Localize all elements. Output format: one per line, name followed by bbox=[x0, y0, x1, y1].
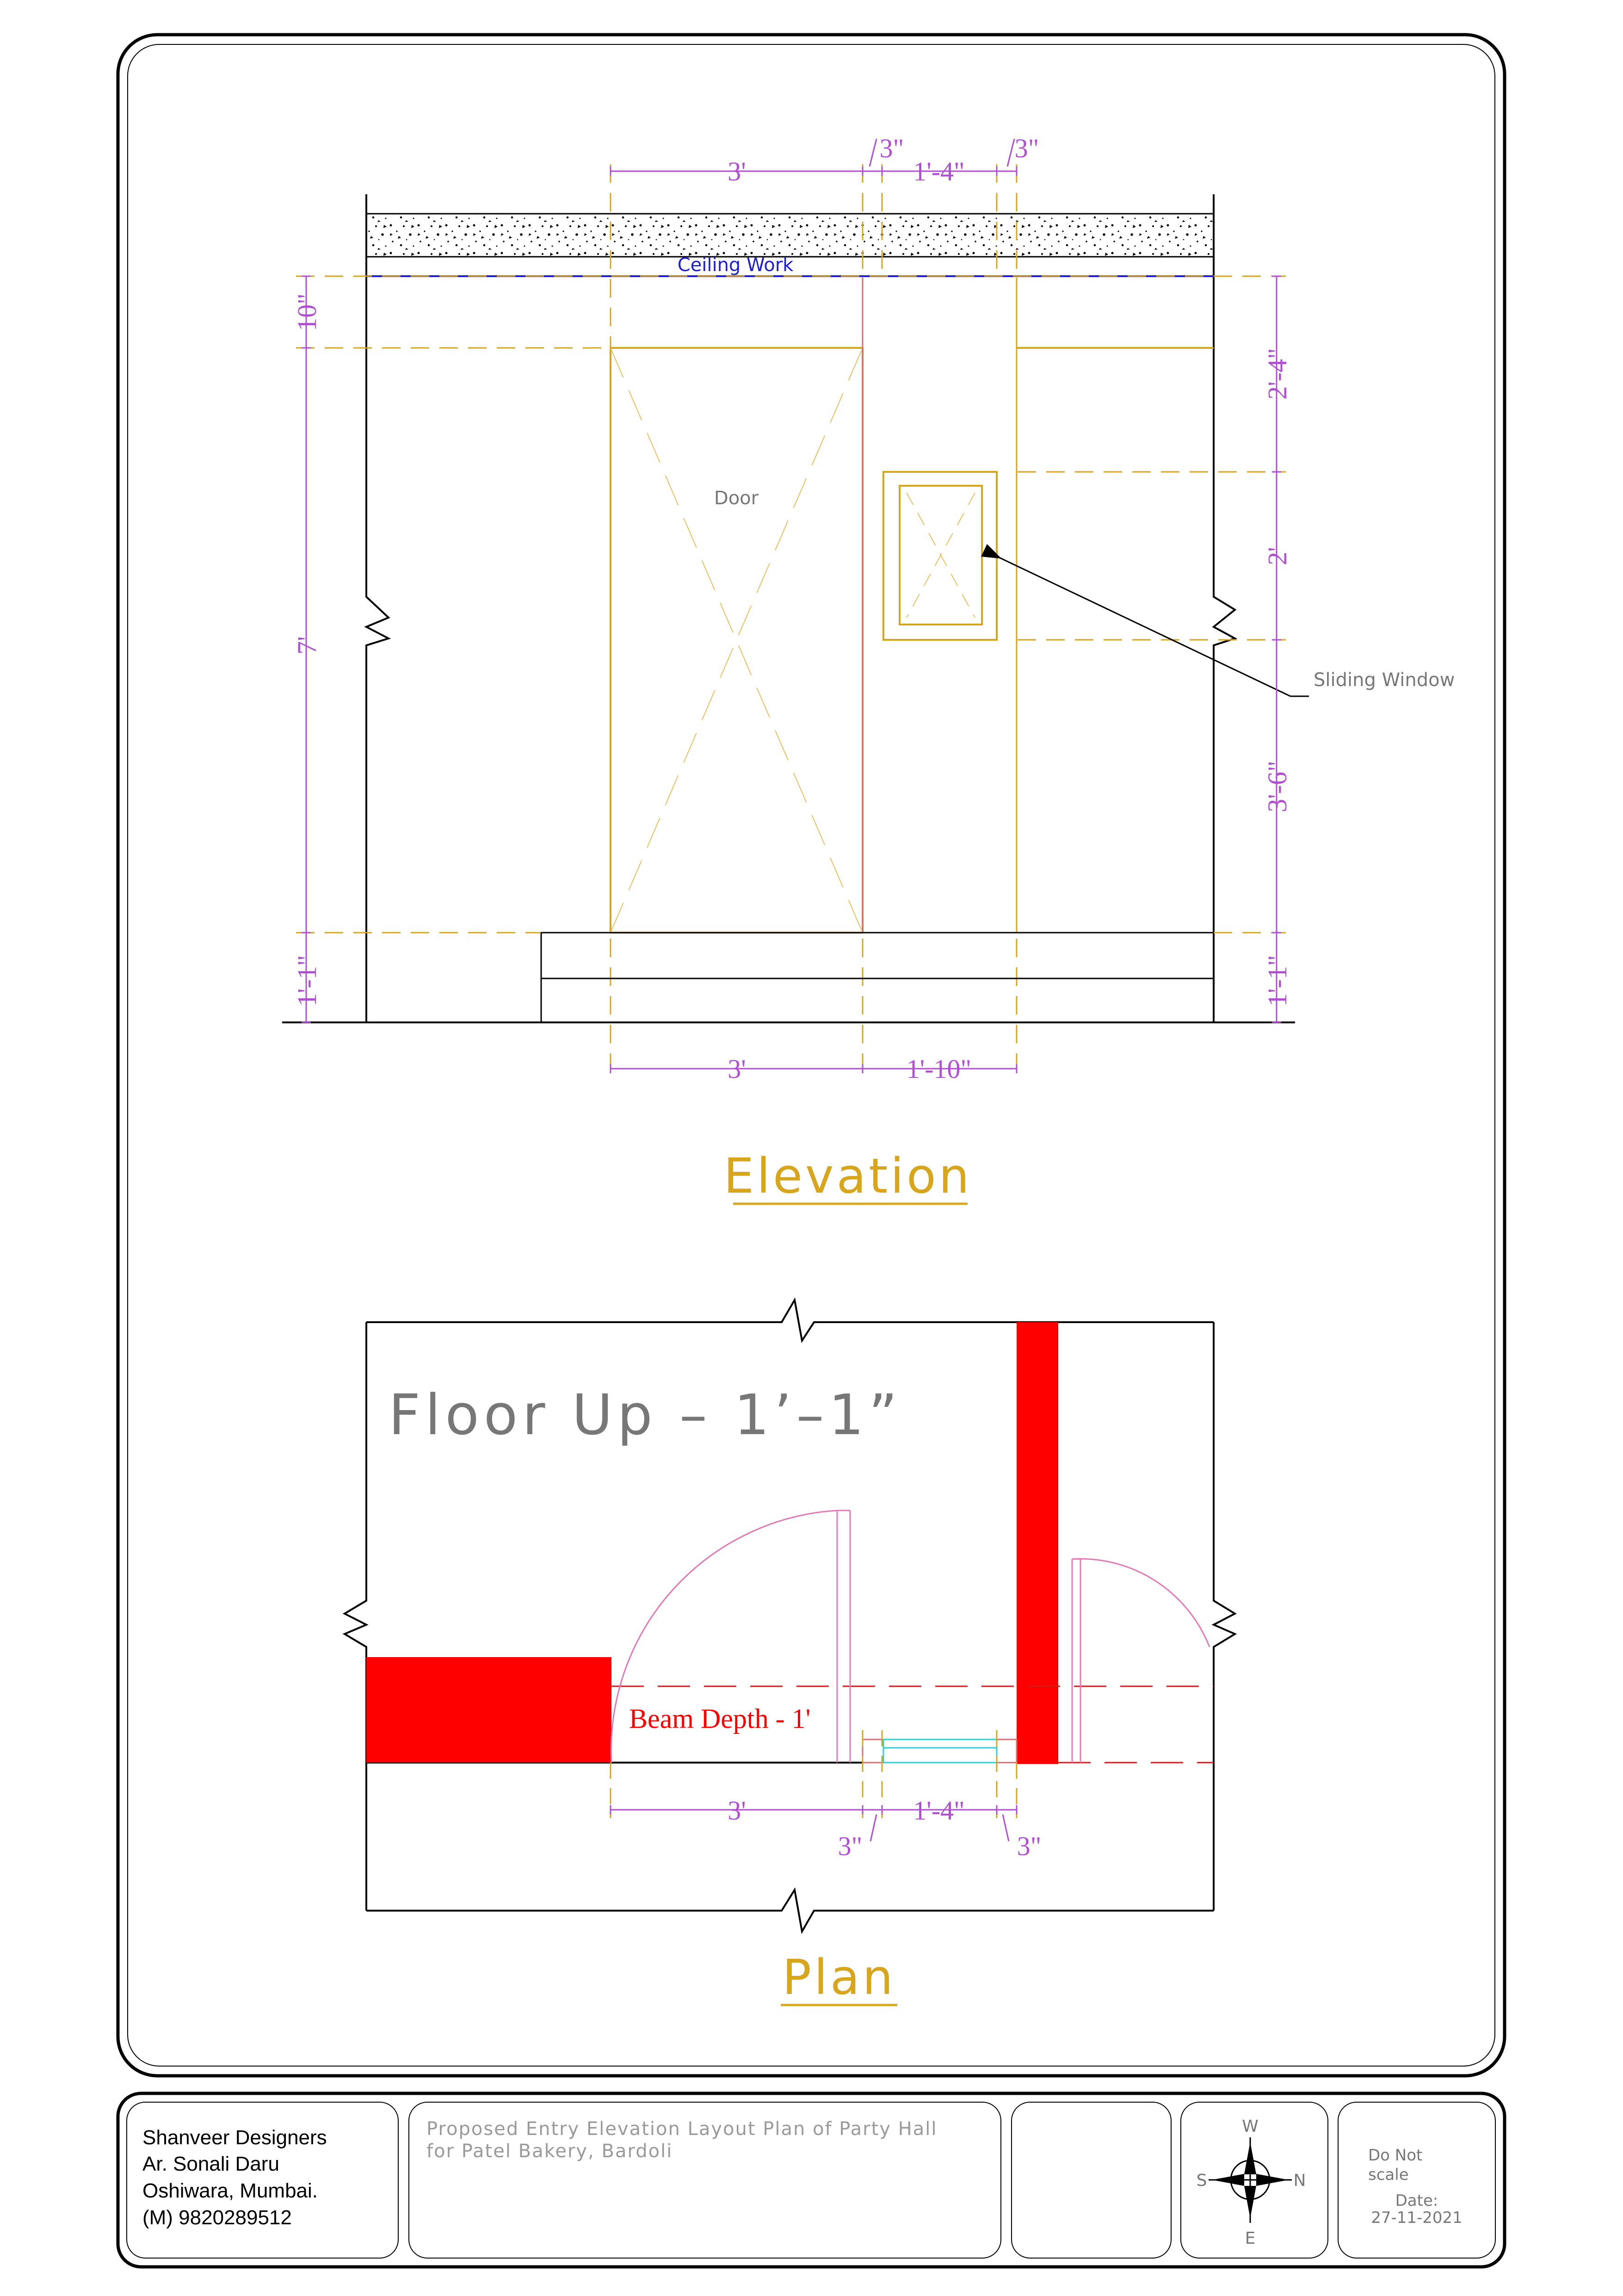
project-title-line-2: for Patel Bakery, Bardoli bbox=[426, 2141, 673, 2162]
compass-s: S bbox=[1196, 2171, 1207, 2190]
dim-bottom-door: 3' bbox=[728, 1054, 746, 1084]
door-label: Door bbox=[714, 488, 759, 509]
dim-left-ceiling: 10" bbox=[292, 293, 322, 331]
sliding-window bbox=[883, 472, 997, 640]
designer-name: Shanveer Designers bbox=[142, 2126, 327, 2149]
plan-window bbox=[863, 1739, 1017, 1763]
side-panel bbox=[863, 278, 1017, 933]
elevation-drawing bbox=[282, 133, 1455, 1204]
plan-dim-gap-right: 3" bbox=[1017, 1831, 1042, 1861]
scale-note bbox=[1368, 2146, 1463, 2227]
dim-right-step: 1'-1" bbox=[1262, 955, 1292, 1007]
project-title bbox=[426, 2118, 937, 2162]
date-value: 27-11-2021 bbox=[1371, 2209, 1463, 2227]
plan-dim-window: 1'-4" bbox=[913, 1795, 965, 1826]
dim-top-gap-left: 3" bbox=[879, 133, 904, 163]
dim-right-window: 2' bbox=[1262, 547, 1292, 565]
dim-right-sill: 3'-6" bbox=[1262, 761, 1292, 812]
dim-top-window: 1'-4" bbox=[913, 156, 965, 186]
sliding-window-label: Sliding Window bbox=[1314, 669, 1455, 691]
plan-drawing bbox=[345, 1300, 1235, 2005]
elevation-walls bbox=[282, 194, 1295, 1022]
dim-left-door-height: 7' bbox=[292, 636, 322, 655]
floor-up-label: Floor Up – 1’–1” bbox=[389, 1383, 902, 1448]
designer-info bbox=[142, 2126, 327, 2229]
ceiling-work-label: Ceiling Work bbox=[677, 254, 794, 276]
dim-right-top: 2'-4" bbox=[1262, 348, 1292, 400]
plan-dim-door: 3' bbox=[728, 1795, 746, 1826]
beam-depth-label: Beam Depth - 1' bbox=[629, 1703, 811, 1734]
scale-label: scale bbox=[1368, 2166, 1409, 2184]
elevation-title: Elevation bbox=[723, 1148, 972, 1204]
date-label: Date: bbox=[1395, 2191, 1438, 2210]
column-right bbox=[1017, 1322, 1058, 1764]
designer-location: Oshiwara, Mumbai. bbox=[142, 2179, 318, 2202]
dim-left-step: 1'-1" bbox=[292, 955, 322, 1007]
plan-dim-gap-left: 3" bbox=[838, 1831, 863, 1861]
compass-w: W bbox=[1242, 2117, 1259, 2136]
sheet-border bbox=[118, 35, 1505, 2076]
do-not-label: Do Not bbox=[1368, 2146, 1423, 2165]
entry-step bbox=[541, 933, 1214, 1022]
compass-e: E bbox=[1245, 2229, 1256, 2248]
wall-block-left bbox=[366, 1657, 611, 1763]
dim-bottom-panel: 1'-10" bbox=[906, 1054, 972, 1084]
architect-name: Ar. Sonali Daru bbox=[142, 2153, 279, 2175]
designer-phone: (M) 9820289512 bbox=[142, 2206, 292, 2229]
elevation-guide-lines bbox=[296, 164, 1286, 1078]
ceiling-slab bbox=[366, 214, 1214, 257]
dim-top-door: 3' bbox=[728, 156, 746, 186]
compass-n: N bbox=[1293, 2171, 1306, 2190]
project-title-line-1: Proposed Entry Elevation Layout Plan of Party Hall bbox=[426, 2118, 938, 2140]
compass-icon bbox=[1197, 2117, 1306, 2248]
dim-top-gap-right: 3" bbox=[1014, 133, 1039, 163]
plan-title: Plan bbox=[782, 1949, 896, 2005]
window-leader bbox=[999, 557, 1290, 696]
